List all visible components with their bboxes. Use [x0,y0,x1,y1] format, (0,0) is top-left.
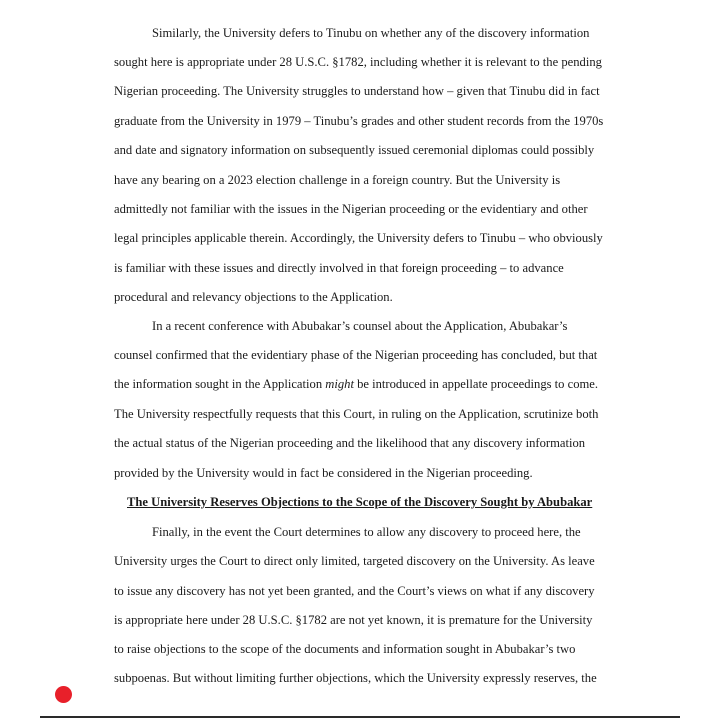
record-indicator-icon[interactable] [55,686,72,703]
paragraph-1-line-6: have any bearing on a 2023 election challenge in a foreign country. But the University is [114,173,561,187]
paragraph-1-line-5: and date and signatory information on subsequently issued ceremonial diplomas could possibly [114,143,595,157]
paragraph-3-line-6: subpoenas. But without limiting further objections, which the University expressly reserves, the [114,671,597,685]
paragraph-2-line-2: counsel confirmed that the evidentiary phase of the Nigerian proceeding has concluded, but that [114,348,598,362]
paragraph-2-line-3 [114,376,598,392]
paragraph-2-line-4: The University respectfully requests that this Court, in ruling on the Application, scrutinize both [114,407,599,421]
paragraph-3-line-1: Finally, in the event the Court determines to allow any discovery to proceed here, the [152,525,581,539]
paragraph-2-line-6: provided by the University would in fact be considered in the Nigerian proceeding. [114,466,533,480]
paragraph-2-line-5: the actual status of the Nigerian proceeding and the likelihood that any discovery information [114,436,586,450]
paragraph-3-line-5: to raise objections to the scope of the documents and information sought in Abubakar’s two [114,642,576,656]
paragraph-3-line-2: University urges the Court to direct only limited, targeted discovery on the University. As leave [114,554,595,568]
paragraph-1-line-4: graduate from the University in 1979 – Tinubu’s grades and other student records from the 1970s [114,114,604,128]
emphasis-might: might [325,377,354,391]
paragraph-3-line-4: is appropriate here under 28 U.S.C. §1782 are not yet known, it is premature for the University [114,613,593,627]
paragraph-2-line-3-end: be introduced in appellate proceedings to come. [353,377,599,391]
paragraph-1-line-10: procedural and relevancy objections to the Application. [114,290,393,304]
paragraph-2-line-1: In a recent conference with Abubakar’s counsel about the Application, Abubakar’s [152,319,568,333]
paragraph-3-line-3: to issue any discovery has not yet been granted, and the Court’s views on what if any discovery [114,584,595,598]
paragraph-1-line-1: Similarly, the University defers to Tinubu on whether any of the discovery information [152,26,590,40]
paragraph-1-line-8: legal principles applicable therein. Accordingly, the University defers to Tinubu – who obviously [114,231,603,245]
section-heading: The University Reserves Objections to the Scope of the Discovery Sought by Abubakar [127,495,593,509]
paragraph-1-line-2: sought here is appropriate under 28 U.S.C. §1782, including whether it is relevant to the pending [114,55,602,69]
paragraph-2-line-3-start: the information sought in the Application [114,377,326,391]
page-bottom-divider [40,716,680,718]
paragraph-1-line-3: Nigerian proceeding. The University struggles to understand how – given that Tinubu did in fact [114,84,600,98]
paragraph-1-line-9: is familiar with these issues and directly involved in that foreign proceeding – to advance [114,261,564,275]
paragraph-1-line-7: admittedly not familiar with the issues in the Nigerian proceeding or the evidentiary and other [114,202,588,216]
